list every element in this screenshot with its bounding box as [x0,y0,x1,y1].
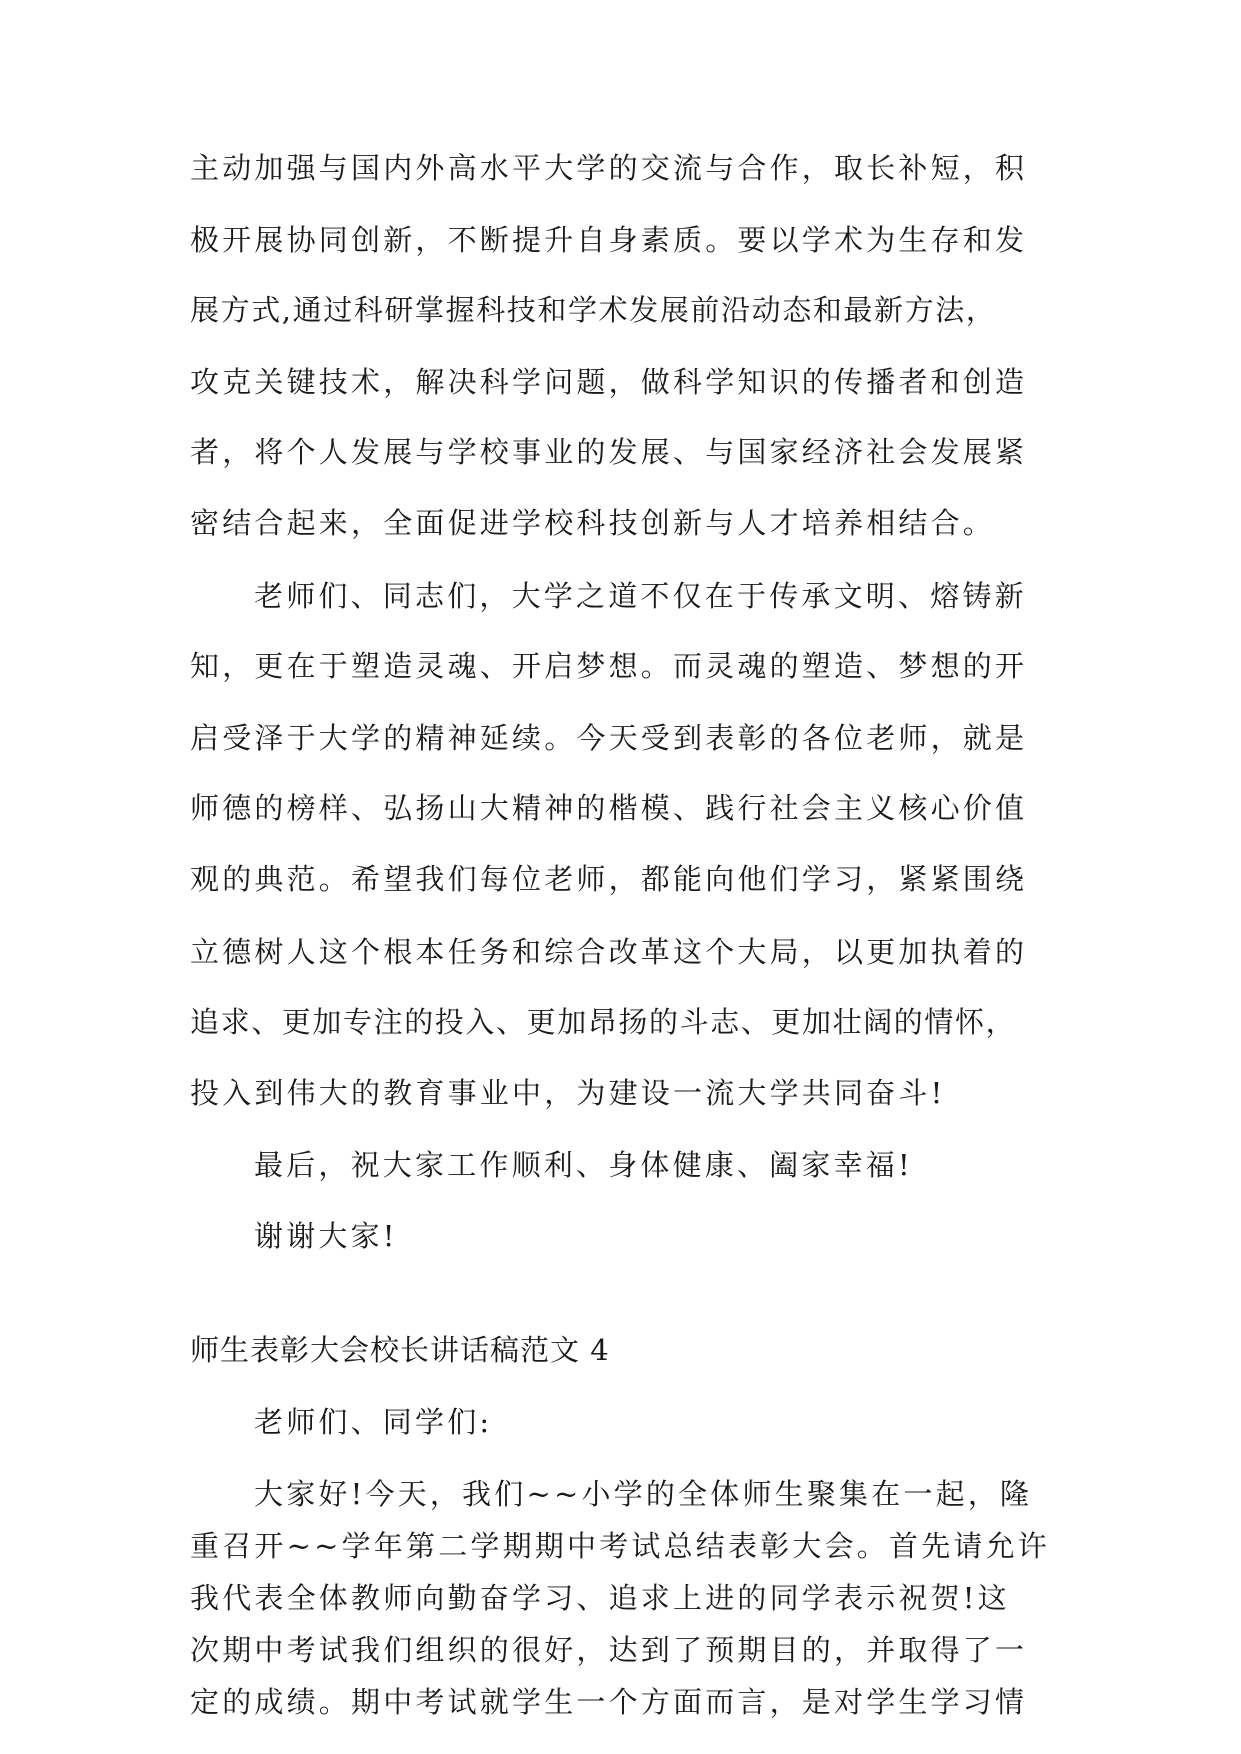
salutation: 老师们、同学们: [254,1405,493,1439]
body-text-line: 主动加强与国内外高水平大学的交流与合作，取长补短，积 [190,151,1028,185]
body-text-line: 师德的榜样、弘扬山大精神的楷模、践行社会主义核心价值 [190,791,1028,825]
body-text-line: 攻克关键技术，解决科学问题，做科学知识的传播者和创造 [190,365,1028,399]
body-text-line: 立德树人这个根本任务和综合改革这个大局，以更加执着的 [190,935,1028,969]
body-text-line: 知，更在于塑造灵魂、开启梦想。而灵魂的塑造、梦想的开 [190,649,1028,683]
body-text-line: 定的成绩。期中考试就学生一个方面而言，是对学生学习情 [190,1685,1028,1719]
body-text-line: 谢谢大家! [254,1219,398,1253]
body-text-line: 我代表全体教师向勤奋学习、追求上进的同学表示祝贺!这 [190,1581,1010,1615]
body-text-line: 展方式,通过科研掌握科技和学术发展前沿动态和最新方法， [190,293,997,327]
body-text-line: 者，将个人发展与学校事业的发展、与国家经济社会发展紧 [190,435,1028,469]
body-text-line: 极开展协同创新，不断提升自身素质。要以学术为生存和发 [190,223,1028,257]
body-text-line: 大家好!今天，我们~~小学的全体师生聚集在一起，隆 [254,1477,1033,1511]
body-text-line: 次期中考试我们组织的很好，达到了预期目的，并取得了一 [190,1633,1028,1667]
body-text-line: 最后，祝大家工作顺利、身体健康、阖家幸福! [254,1148,913,1182]
section-heading: 师生表彰大会校长讲话稿范文 4 [190,1333,610,1367]
body-text-line: 老师们、同志们，大学之道不仅在于传承文明、熔铸新 [254,579,1027,613]
body-text-line: 投入到伟大的教育事业中，为建设一流大学共同奋斗! [190,1076,946,1110]
body-text-line: 追求、更加专注的投入、更加昂扬的斗志、更加壮阔的情怀， [190,1005,1017,1039]
body-text-line: 密结合起来，全面促进学校科技创新与人才培养相结合。 [190,506,996,540]
body-text-line: 重召开~~学年第二学期期中考试总结表彰大会。首先请允许 [190,1529,1050,1563]
body-text-line: 启受泽于大学的精神延续。今天受到表彰的各位老师，就是 [190,721,1028,755]
body-text-line: 观的典范。希望我们每位老师，都能向他们学习，紧紧围绕 [190,862,1028,896]
